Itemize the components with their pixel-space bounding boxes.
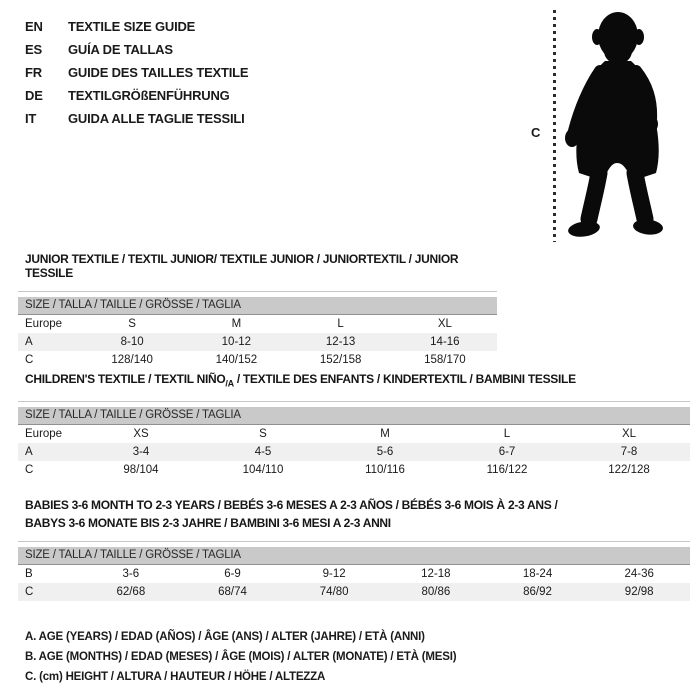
title-prefix: CHILDREN'S TEXTILE / TEXTIL NIÑO (25, 372, 226, 386)
height-cell: 152/158 (319, 354, 362, 366)
babies-title-line2: BABYS 3-6 MONATE BIS 2-3 JAHRE / BAMBINI 3-6 MESI A 2-3 ANNI (25, 516, 391, 530)
size-header-band: SIZE / TALLA / TAILLE / GRÖSSE / TAGLIA (18, 547, 690, 565)
guide-title-en: TEXTILE SIZE GUIDE (68, 19, 196, 34)
guide-title-it: GUIDA ALLE TAGLIE TESSILI (68, 111, 245, 126)
table-top-rule (18, 401, 690, 402)
babies-title-line1: BABIES 3-6 MONTH TO 2-3 YEARS / BEBÉS 3-6 MESES A 2-3 AÑOS / BÉBÉS 3-6 MOIS À 2-3 ANS / (25, 498, 558, 512)
table-row (18, 315, 497, 333)
age-cell: 8-10 (120, 336, 144, 348)
toddler-silhouette-icon (555, 5, 668, 243)
size-header-band: SIZE / TALLA / TAILLE / GRÖSSE / TAGLIA (18, 407, 690, 425)
height-cell: 104/110 (242, 464, 284, 477)
footnote-a: A. AGE (YEARS) / EDAD (AÑOS) / ÂGE (ANS) / ALTER (JAHRE) / ETÀ (ANNI) (25, 631, 425, 643)
age-cell: 18-24 (522, 568, 553, 580)
guide-title-es: GUÍA DE TALLAS (68, 42, 173, 57)
height-cell: 80/86 (421, 586, 451, 598)
table-top-rule (18, 541, 690, 542)
height-cell: 74/80 (319, 586, 349, 598)
language-row-de (25, 84, 248, 107)
babies-table-title (25, 496, 690, 532)
size-cell: M (380, 428, 390, 441)
language-title-list (25, 15, 248, 130)
table-row (18, 583, 690, 601)
height-cell: 98/104 (123, 464, 159, 477)
row-label: A (25, 446, 33, 459)
babies-textile-table (18, 492, 690, 601)
table-row (18, 333, 497, 351)
height-measure-label: C (531, 125, 541, 140)
size-cell: M (231, 318, 242, 330)
language-code: EN (25, 19, 43, 34)
height-cell: 128/140 (111, 354, 153, 366)
size-cell: L (337, 318, 344, 330)
size-cell: XL (621, 428, 637, 441)
age-cell: 7-8 (620, 446, 638, 459)
age-cell: 4-5 (254, 446, 272, 459)
height-cell: 122/128 (608, 464, 650, 477)
age-cell: 24-36 (624, 568, 654, 580)
row-label: Europe (25, 318, 63, 330)
row-label: C (25, 464, 34, 477)
height-cell: 116/122 (486, 464, 528, 477)
table-top-rule (18, 291, 497, 292)
table-row (18, 443, 690, 461)
table-row (18, 565, 690, 583)
table-row (18, 461, 690, 479)
height-cell: 62/68 (116, 586, 146, 598)
guide-title-fr: GUIDE DES TAILLES TEXTILE (68, 65, 249, 80)
language-row-es (25, 38, 248, 61)
title-subscript: /A (225, 378, 234, 389)
height-cell: 86/92 (523, 586, 552, 598)
title-suffix: / TEXTILE DES ENFANTS / KINDERTEXTIL / BAMBINI TESSILE (233, 372, 576, 386)
table-row (18, 425, 690, 443)
size-cell: XS (133, 428, 149, 441)
childrens-textile-table (18, 370, 690, 479)
footnote-c: C. (cm) HEIGHT / ALTURA / HAUTEUR / HÖHE / ALTEZZA (25, 671, 326, 683)
footnote-b: B. AGE (MONTHS) / EDAD (MESES) / ÂGE (MOIS) / ALTER (MONATE) / ETÀ (MESI) (25, 651, 457, 663)
age-cell: 6-9 (224, 568, 241, 580)
language-code: DE (25, 88, 43, 103)
height-cell: 110/116 (365, 464, 405, 477)
footnote-legend (18, 627, 456, 687)
size-cell: L (503, 428, 511, 441)
size-cell: S (128, 318, 136, 330)
junior-table-title: JUNIOR TEXTILE / TEXTIL JUNIOR/ TEXTILE JUNIOR / JUNIORTEXTIL / JUNIOR TESSILE (25, 252, 459, 280)
height-cell: 158/170 (424, 354, 466, 366)
height-cell: 92/98 (624, 586, 654, 598)
age-cell: 14-16 (430, 336, 460, 348)
childrens-table-title (25, 372, 690, 390)
language-code: IT (25, 111, 37, 126)
age-cell: 12-13 (325, 336, 356, 348)
junior-textile-table (18, 248, 497, 369)
size-header-band: SIZE / TALLA / TAILLE / GRÖSSE / TAGLIA (18, 297, 497, 315)
language-row-en (25, 15, 248, 38)
age-cell: 3-6 (122, 568, 140, 580)
language-code: FR (25, 65, 42, 80)
row-label: C (25, 586, 34, 598)
age-cell: 10-12 (221, 336, 252, 348)
age-cell: 6-7 (498, 446, 516, 459)
size-cell: XL (437, 318, 452, 330)
age-cell: 5-6 (376, 446, 394, 459)
row-label: C (25, 354, 34, 366)
row-label: A (25, 336, 33, 348)
language-row-it (25, 107, 248, 130)
height-cell: 68/74 (218, 586, 247, 598)
row-label: B (25, 568, 33, 580)
guide-title-de: TEXTILGRÖßENFÜHRUNG (68, 88, 230, 103)
age-cell: 12-18 (421, 568, 451, 580)
age-cell: 9-12 (322, 568, 346, 580)
row-label: Europe (25, 428, 63, 441)
height-cell: 140/152 (215, 354, 258, 366)
age-cell: 3-4 (132, 446, 150, 459)
language-code: ES (25, 42, 42, 57)
size-cell: S (259, 428, 267, 441)
table-row (18, 351, 497, 369)
language-row-fr (25, 61, 248, 84)
